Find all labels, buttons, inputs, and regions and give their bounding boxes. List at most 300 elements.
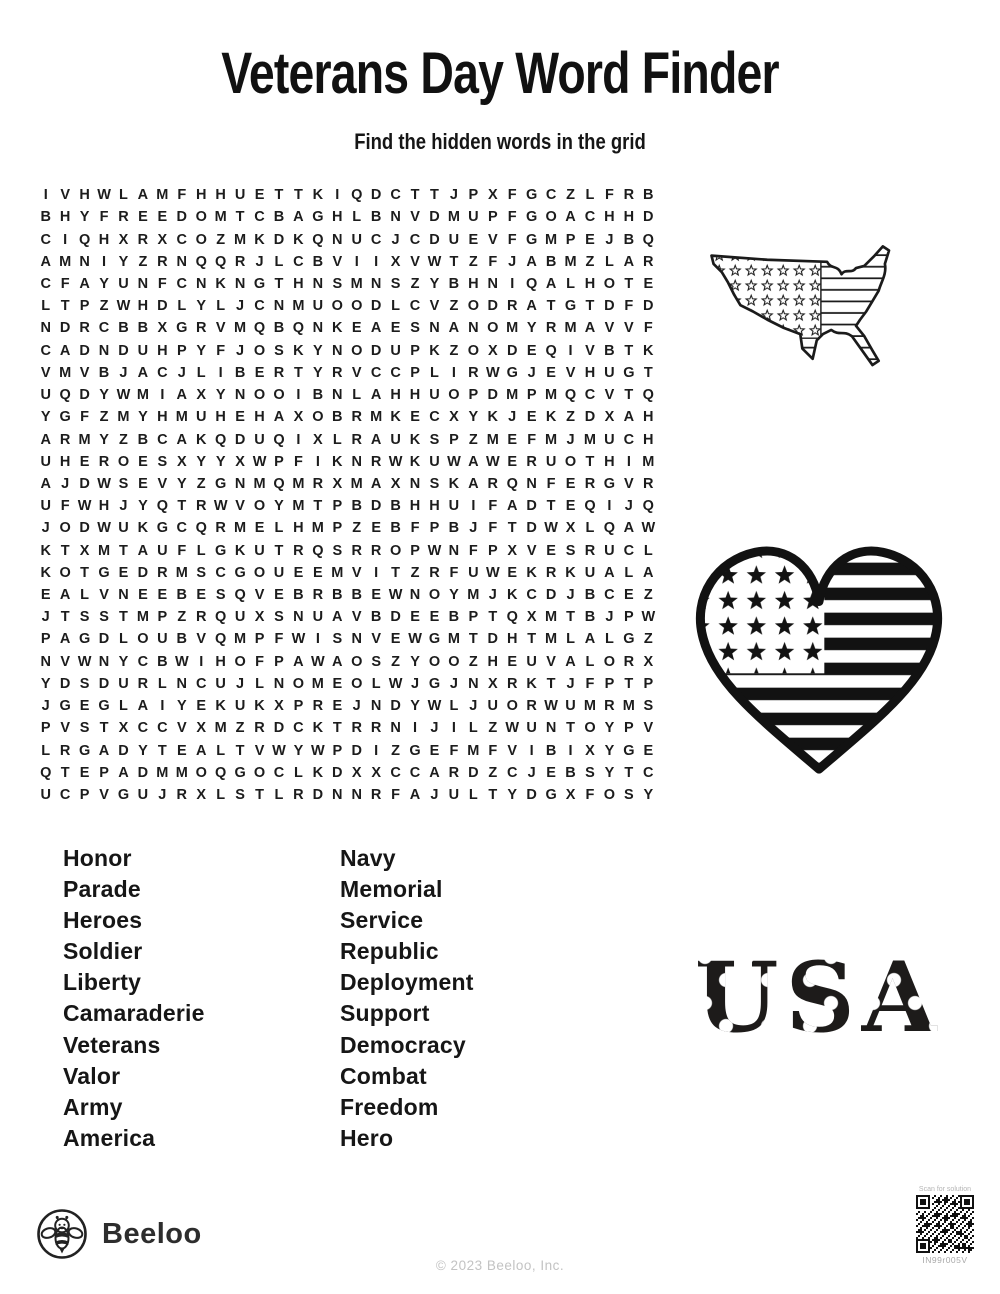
grid-letter: W — [427, 698, 442, 715]
grid-letter: A — [565, 209, 576, 226]
grid-letter: Z — [643, 631, 653, 648]
grid-letter: N — [312, 275, 324, 292]
word-list-item: Veterans — [63, 1031, 161, 1058]
grid-letter: X — [196, 787, 207, 804]
grid-letter: H — [59, 453, 71, 470]
grid-letter: Q — [215, 609, 227, 626]
grid-letter: F — [507, 209, 517, 226]
grid-letter: E — [546, 764, 556, 781]
grid-letter: B — [545, 742, 557, 759]
grid-letter: Y — [293, 742, 304, 759]
grid-letter: R — [370, 453, 382, 470]
word-list-item: Deployment — [340, 969, 474, 996]
grid-letter: F — [527, 431, 537, 448]
grid-letter: L — [41, 742, 51, 759]
grid-letter: R — [604, 698, 615, 715]
word-list-left — [63, 843, 205, 1154]
grid-letter: X — [565, 787, 576, 804]
grid-letter: Z — [99, 298, 109, 315]
grid-letter: B — [351, 587, 362, 604]
grid-letter: E — [526, 342, 537, 359]
grid-letter: M — [292, 298, 305, 315]
grid-letter: B — [40, 209, 51, 226]
grid-row — [36, 428, 658, 450]
grid-letter: E — [79, 764, 90, 781]
grid-letter: M — [136, 387, 149, 404]
grid-letter: M — [564, 320, 577, 337]
grid-letter: A — [448, 320, 460, 337]
grid-letter: C — [157, 720, 168, 737]
grid-letter: I — [374, 742, 379, 759]
grid-letter: L — [119, 698, 128, 715]
grid-letter: P — [487, 209, 498, 226]
grid-letter: U — [448, 231, 460, 248]
grid-letter: K — [312, 764, 324, 781]
grid-letter: R — [351, 542, 362, 559]
grid-letter: T — [274, 542, 284, 559]
grid-letter: T — [624, 764, 634, 781]
grid-letter: Z — [196, 475, 206, 492]
grid-letter: A — [623, 520, 635, 537]
grid-letter: Z — [99, 409, 109, 426]
grid-row — [36, 406, 658, 428]
grid-letter: Z — [566, 187, 575, 204]
grid-letter: H — [215, 187, 226, 204]
grid-letter: D — [98, 631, 110, 648]
grid-letter: J — [624, 498, 633, 515]
grid-letter: Y — [507, 787, 518, 804]
grid-letter: C — [254, 298, 265, 315]
word-list-item: Combat — [340, 1062, 427, 1089]
grid-letter: D — [487, 631, 499, 648]
grid-letter: K — [293, 342, 304, 359]
grid-letter: I — [315, 631, 320, 648]
grid-letter: N — [137, 275, 149, 292]
grid-letter: C — [293, 253, 304, 270]
grid-letter: J — [527, 364, 536, 381]
grid-letter: K — [40, 542, 51, 559]
grid-letter: C — [40, 342, 51, 359]
grid-letter: T — [624, 675, 634, 692]
grid-letter: Z — [488, 764, 498, 781]
grid-letter: T — [235, 742, 245, 759]
grid-letter: D — [137, 764, 149, 781]
grid-letter: L — [585, 187, 595, 204]
grid-letter: Z — [119, 431, 128, 448]
grid-letter: C — [409, 764, 421, 781]
grid-letter: X — [351, 764, 362, 781]
grid-letter: N — [332, 231, 343, 248]
grid-letter: C — [195, 675, 207, 692]
grid-letter: I — [315, 453, 320, 470]
grid-letter: T — [235, 209, 245, 226]
grid-letter: O — [428, 587, 441, 604]
grid-letter: Y — [410, 698, 420, 715]
grid-letter: O — [292, 675, 305, 692]
grid-letter: O — [351, 298, 363, 315]
grid-letter: K — [506, 587, 518, 604]
grid-letter: U — [312, 298, 324, 315]
grid-letter: D — [118, 742, 129, 759]
grid-letter: B — [332, 409, 343, 426]
grid-letter: V — [487, 231, 498, 248]
grid-letter: K — [409, 431, 421, 448]
grid-letter: G — [428, 631, 441, 648]
grid-letter: O — [564, 453, 577, 470]
grid-letter: N — [176, 675, 188, 692]
grid-letter: E — [624, 587, 634, 604]
grid-letter: U — [390, 342, 401, 359]
grid-letter: H — [623, 209, 635, 226]
grid-letter: P — [487, 542, 498, 559]
grid-letter: I — [471, 498, 476, 515]
grid-letter: E — [371, 520, 381, 537]
grid-letter: Y — [429, 275, 440, 292]
grid-letter: F — [585, 675, 595, 692]
grid-letter: H — [98, 231, 110, 248]
grid-letter: B — [448, 275, 460, 292]
grid-letter: H — [409, 387, 421, 404]
grid-letter: S — [643, 698, 654, 715]
grid-letter: V — [351, 609, 362, 626]
grid-letter: Q — [545, 342, 557, 359]
grid-letter: E — [351, 320, 362, 337]
grid-letter: J — [566, 675, 575, 692]
grid-letter: B — [98, 364, 110, 381]
grid-row — [36, 739, 658, 761]
grid-letter: A — [332, 609, 343, 626]
grid-letter: P — [604, 675, 615, 692]
grid-letter: T — [60, 298, 70, 315]
grid-letter: V — [99, 587, 109, 604]
grid-letter: W — [252, 453, 267, 470]
grid-letter: M — [642, 453, 655, 470]
grid-letter: P — [643, 675, 654, 692]
grid-letter: K — [215, 698, 226, 715]
grid-letter: Z — [468, 653, 478, 670]
word-list-right — [340, 843, 474, 1154]
grid-letter: X — [176, 453, 187, 470]
grid-letter: M — [506, 320, 519, 337]
grid-letter: X — [604, 409, 615, 426]
grid-letter: L — [352, 209, 362, 226]
grid-letter: P — [157, 609, 168, 626]
grid-letter: R — [623, 187, 635, 204]
grid-letter: C — [176, 231, 188, 248]
grid-letter: R — [98, 453, 110, 470]
grid-letter: C — [370, 231, 382, 248]
grid-letter: R — [370, 720, 382, 737]
grid-letter: U — [40, 498, 51, 515]
grid-letter: W — [388, 675, 403, 692]
grid-letter: J — [255, 253, 264, 270]
grid-letter: Y — [468, 409, 479, 426]
grid-letter: D — [643, 209, 654, 226]
grid-letter: O — [448, 653, 460, 670]
grid-letter: F — [60, 275, 70, 292]
grid-letter: H — [468, 275, 479, 292]
grid-letter: U — [273, 564, 285, 581]
grid-letter: V — [254, 587, 265, 604]
grid-letter: C — [429, 409, 440, 426]
grid-letter: T — [391, 564, 401, 581]
grid-letter: V — [624, 475, 634, 492]
word-list-item: Army — [63, 1093, 123, 1120]
grid-letter: H — [643, 431, 654, 448]
grid-letter: D — [79, 475, 90, 492]
grid-letter: H — [157, 342, 168, 359]
grid-letter: S — [390, 275, 401, 292]
grid-letter: M — [78, 431, 91, 448]
grid-letter: K — [312, 720, 324, 737]
grid-letter: S — [410, 320, 420, 337]
grid-letter: J — [236, 342, 245, 359]
grid-row — [36, 695, 658, 717]
grid-letter: K — [234, 542, 246, 559]
grid-letter: A — [370, 475, 382, 492]
grid-letter: I — [296, 387, 301, 404]
grid-letter: C — [390, 364, 401, 381]
grid-letter: V — [371, 631, 381, 648]
grid-letter: P — [274, 653, 284, 670]
grid-letter: E — [157, 209, 168, 226]
grid-letter: C — [390, 764, 401, 781]
grid-letter: V — [235, 498, 245, 515]
grid-letter: U — [215, 675, 226, 692]
grid-letter: X — [79, 542, 90, 559]
grid-letter: V — [643, 720, 654, 737]
grid-letter: W — [97, 475, 111, 492]
grid-letter: E — [643, 742, 654, 759]
grid-letter: B — [390, 498, 401, 515]
grid-letter: L — [468, 720, 478, 737]
grid-letter: E — [585, 231, 595, 248]
grid-letter: R — [584, 475, 596, 492]
grid-letter: T — [566, 720, 575, 737]
grid-letter: T — [624, 275, 634, 292]
grid-letter: J — [41, 698, 50, 715]
grid-letter: W — [447, 453, 461, 470]
grid-letter: J — [566, 431, 575, 448]
grid-letter: R — [487, 475, 499, 492]
grid-letter: R — [506, 675, 518, 692]
grid-letter: O — [389, 542, 402, 559]
grid-letter: I — [626, 453, 631, 470]
grid-row — [36, 295, 658, 317]
grid-letter: F — [604, 187, 614, 204]
grid-letter: X — [293, 409, 304, 426]
grid-letter: Z — [410, 564, 420, 581]
grid-letter: N — [79, 253, 90, 270]
grid-letter: Q — [78, 231, 91, 248]
grid-letter: X — [585, 742, 595, 759]
word-list-item: Democracy — [340, 1031, 466, 1058]
grid-letter: Z — [585, 253, 595, 270]
grid-letter: V — [351, 364, 362, 381]
grid-letter: A — [40, 253, 51, 270]
grid-letter: C — [506, 764, 518, 781]
word-list-item: Support — [340, 1000, 430, 1027]
grid-letter: D — [429, 231, 440, 248]
grid-letter: C — [623, 431, 635, 448]
grid-letter: C — [254, 209, 265, 226]
grid-letter: J — [469, 520, 478, 537]
grid-letter: F — [449, 564, 459, 581]
grid-letter: A — [137, 698, 149, 715]
grid-letter: O — [59, 564, 71, 581]
grid-letter: U — [157, 631, 168, 648]
grid-letter: O — [351, 675, 363, 692]
grid-letter: U — [40, 787, 51, 804]
grid-letter: W — [174, 653, 189, 670]
grid-letter: D — [526, 520, 537, 537]
grid-letter: F — [488, 742, 498, 759]
grid-letter: E — [79, 453, 90, 470]
grid-letter: D — [137, 564, 149, 581]
grid-letter: E — [507, 431, 518, 448]
grid-letter: D — [390, 698, 401, 715]
grid-letter: T — [60, 542, 70, 559]
grid-letter: C — [137, 653, 149, 670]
grid-letter: A — [137, 364, 149, 381]
grid-letter: H — [409, 498, 421, 515]
grid-letter: Y — [79, 209, 90, 226]
grid-row — [36, 384, 658, 406]
grid-letter: I — [529, 742, 534, 759]
grid-letter: F — [507, 187, 517, 204]
grid-letter: H — [98, 498, 110, 515]
grid-letter: X — [565, 520, 576, 537]
grid-letter: B — [604, 342, 615, 359]
grid-letter: P — [293, 698, 304, 715]
brand-footer — [36, 1208, 202, 1260]
grid-letter: E — [332, 675, 343, 692]
grid-letter: A — [59, 631, 71, 648]
grid-letter: O — [312, 409, 324, 426]
grid-letter: B — [118, 320, 129, 337]
grid-letter: O — [253, 564, 266, 581]
grid-letter: S — [99, 609, 109, 626]
copyright-text: © 2023 Beeloo, Inc. — [435, 1258, 565, 1273]
grid-letter: L — [216, 787, 226, 804]
grid-letter: E — [390, 320, 401, 337]
grid-letter: T — [60, 609, 70, 626]
grid-letter: D — [487, 298, 499, 315]
grid-letter: E — [546, 364, 556, 381]
grid-letter: I — [451, 364, 456, 381]
grid-letter: G — [409, 742, 421, 759]
grid-letter: Y — [604, 764, 615, 781]
grid-letter: U — [254, 431, 265, 448]
grid-letter: A — [332, 653, 343, 670]
grid-letter: G — [623, 631, 635, 648]
grid-letter: A — [98, 742, 110, 759]
grid-letter: P — [79, 787, 90, 804]
grid-letter: H — [293, 520, 304, 537]
grid-letter: Y — [196, 342, 207, 359]
grid-row — [36, 762, 658, 784]
grid-letter: Q — [312, 231, 324, 248]
grid-letter: X — [254, 609, 265, 626]
grid-letter: G — [623, 742, 635, 759]
grid-letter: Z — [391, 742, 401, 759]
grid-letter: H — [429, 498, 440, 515]
grid-letter: F — [585, 787, 595, 804]
grid-letter: C — [545, 187, 557, 204]
grid-letter: P — [332, 498, 343, 515]
grid-letter: M — [331, 564, 344, 581]
grid-letter: H — [215, 653, 226, 670]
grid-letter: T — [488, 609, 498, 626]
grid-letter: U — [448, 787, 460, 804]
grid-letter: T — [332, 720, 342, 737]
grid-letter: F — [488, 498, 498, 515]
grid-letter: G — [98, 698, 110, 715]
grid-letter: N — [118, 587, 129, 604]
grid-letter: M — [467, 742, 480, 759]
grid-letter: U — [137, 342, 149, 359]
grid-letter: I — [102, 253, 107, 270]
grid-letter: K — [254, 698, 265, 715]
grid-letter: S — [429, 431, 440, 448]
grid-letter: J — [605, 231, 614, 248]
grid-letter: H — [584, 364, 596, 381]
grid-letter: E — [643, 275, 654, 292]
grid-letter: Z — [468, 431, 478, 448]
grid-letter: W — [97, 520, 111, 537]
grid-letter: V — [40, 364, 51, 381]
grid-letter: R — [623, 653, 635, 670]
brand-name: Beeloo — [102, 1217, 202, 1250]
grid-letter: U — [234, 609, 246, 626]
grid-letter: G — [545, 787, 557, 804]
grid-letter: Y — [138, 498, 148, 515]
grid-letter: O — [117, 453, 130, 470]
grid-letter: N — [312, 320, 324, 337]
grid-letter: Z — [468, 253, 478, 270]
grid-letter: N — [390, 720, 401, 737]
grid-letter: I — [374, 253, 379, 270]
grid-letter: W — [485, 364, 500, 381]
grid-letter: P — [176, 342, 187, 359]
grid-letter: C — [584, 387, 596, 404]
grid-letter: N — [468, 675, 479, 692]
grid-letter: W — [311, 742, 325, 759]
grid-letter: M — [97, 542, 111, 559]
grid-letter: R — [312, 475, 324, 492]
grid-letter: G — [526, 231, 538, 248]
grid-letter: R — [370, 542, 382, 559]
grid-letter: A — [370, 320, 382, 337]
grid-letter: T — [468, 631, 478, 648]
grid-letter: S — [429, 475, 440, 492]
grid-letter: X — [487, 187, 498, 204]
grid-letter: T — [313, 498, 323, 515]
grid-letter: O — [234, 653, 246, 670]
grid-letter: P — [468, 387, 479, 404]
grid-letter: M — [175, 409, 188, 426]
grid-letter: D — [506, 342, 518, 359]
grid-letter: C — [176, 275, 188, 292]
word-list-item: Navy — [340, 845, 396, 871]
grid-letter: Y — [99, 387, 109, 404]
grid-letter: X — [487, 342, 498, 359]
grid-letter: Z — [488, 720, 498, 737]
grid-letter: W — [485, 564, 500, 581]
grid-letter: H — [137, 298, 149, 315]
grid-letter: P — [449, 431, 459, 448]
grid-letter: J — [488, 587, 497, 604]
